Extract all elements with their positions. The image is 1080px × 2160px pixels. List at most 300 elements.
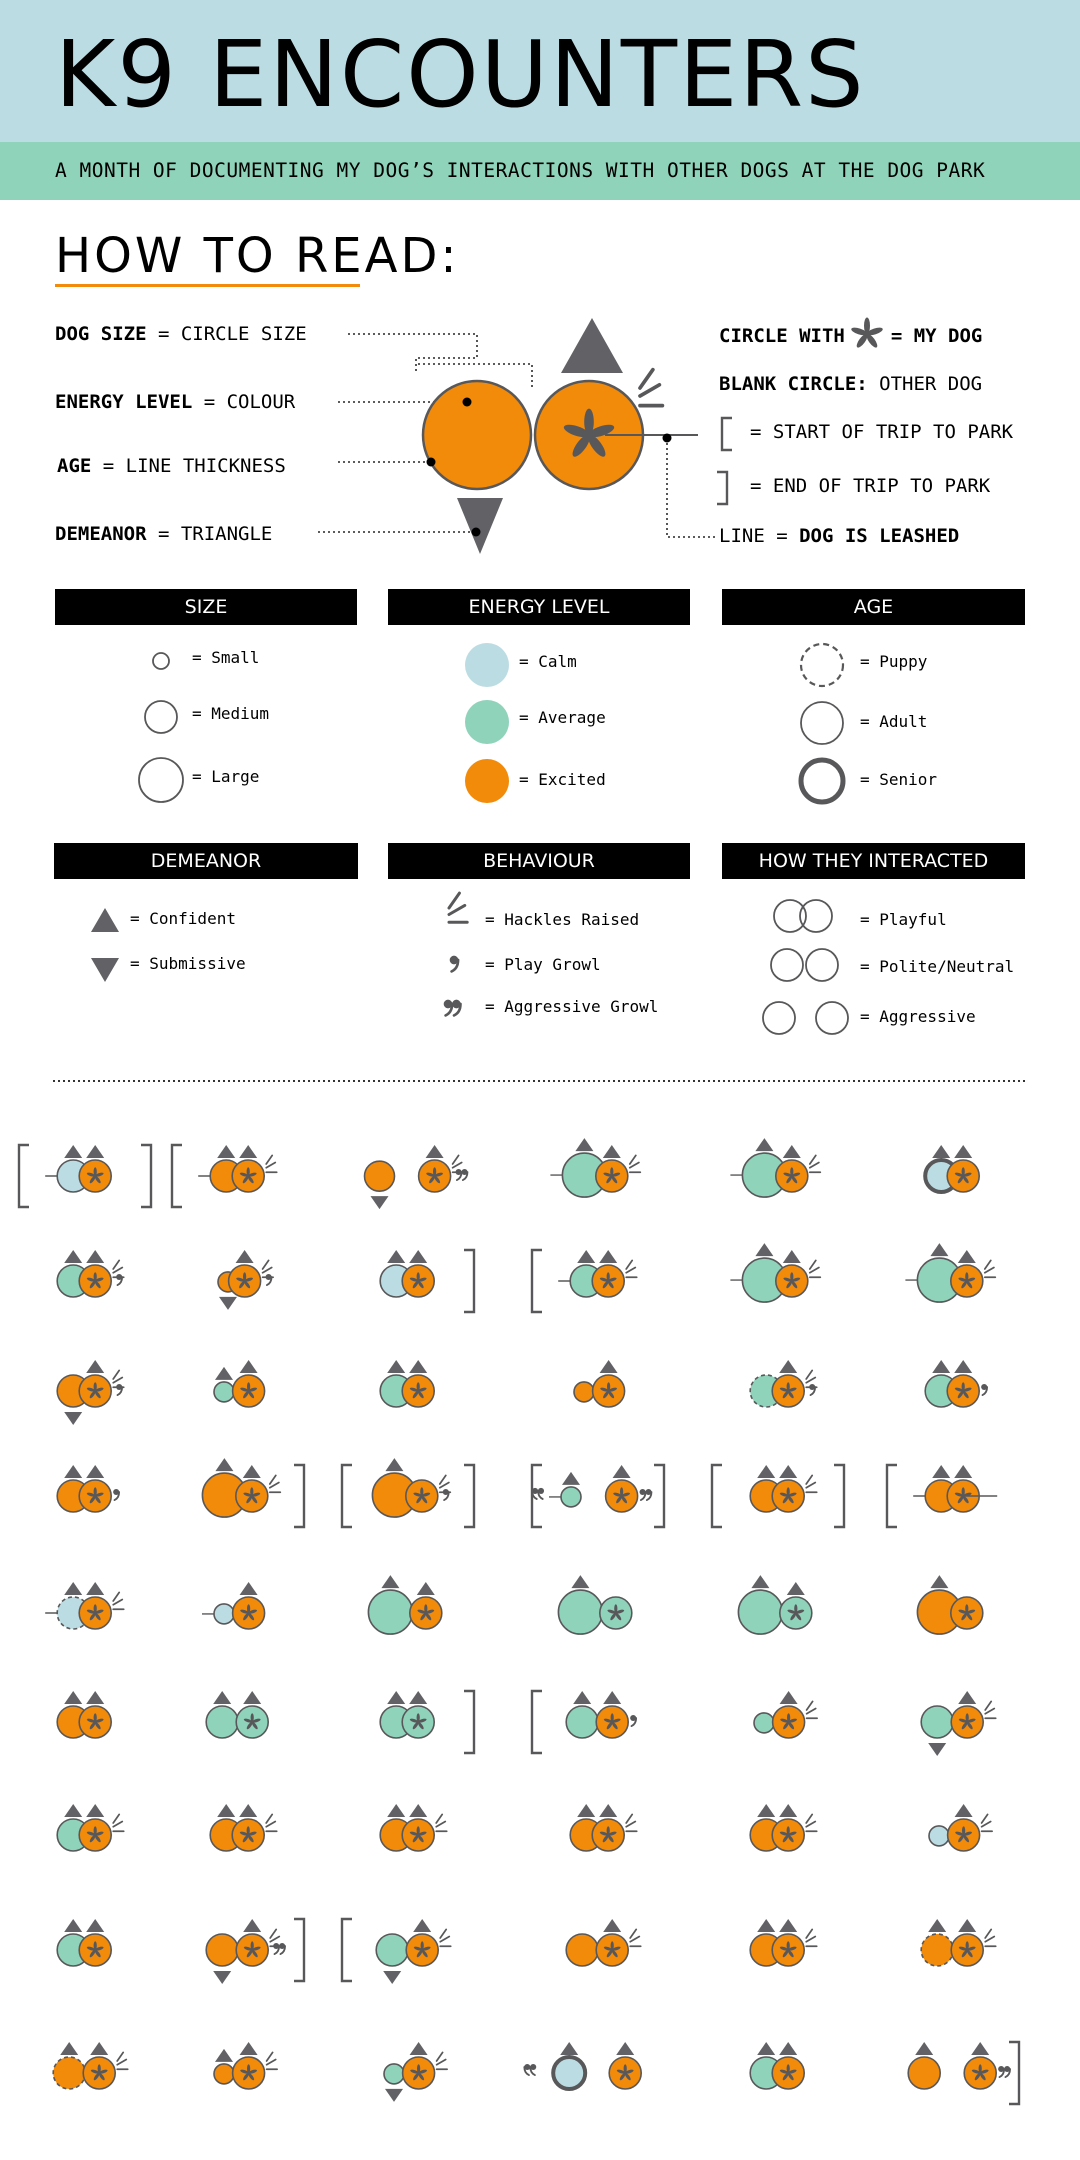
confident-triangle xyxy=(616,2042,634,2055)
submissive-triangle xyxy=(385,2089,403,2102)
age-senior-swatch xyxy=(801,760,843,802)
confident-triangle xyxy=(779,1465,797,1478)
confident-triangle xyxy=(387,1360,405,1373)
legend-demeanor-submissive: = Submissive xyxy=(130,954,246,973)
star-center xyxy=(417,1280,420,1283)
star-center xyxy=(251,1721,254,1724)
confident-triangle xyxy=(217,1804,235,1817)
hackles-icon xyxy=(806,1814,817,1831)
legend-energy-excited: = Excited xyxy=(519,770,606,789)
start-bracket xyxy=(712,1465,722,1527)
other-dog-circle xyxy=(368,1590,412,1634)
confident-triangle xyxy=(385,1458,403,1471)
other-dog-circle xyxy=(214,2064,234,2084)
confident-triangle xyxy=(90,2042,108,2055)
other-dog-circle xyxy=(384,2064,404,2084)
star-center xyxy=(624,2072,627,2075)
confident-triangle xyxy=(86,1250,104,1263)
hackle-stroke xyxy=(982,1814,988,1823)
hackles-icon xyxy=(113,1814,124,1831)
play-growl-icon xyxy=(116,1274,122,1285)
start-bracket xyxy=(342,1919,352,1981)
confident-triangle xyxy=(86,1360,104,1373)
connector-dot xyxy=(463,398,472,407)
growl-comma xyxy=(279,1943,285,1954)
encounter-cell xyxy=(558,1575,631,1634)
encounter-cell xyxy=(925,1360,987,1407)
other-dog-circle xyxy=(921,1934,953,1966)
hackle-stroke xyxy=(640,370,653,388)
confident-triangle xyxy=(958,1691,976,1704)
hackle-stroke xyxy=(266,1814,272,1823)
confident-triangle xyxy=(240,1582,258,1595)
confident-triangle xyxy=(417,1582,435,1595)
confident-triangle xyxy=(86,1145,104,1158)
size-small-swatch xyxy=(153,653,169,669)
end-bracket xyxy=(294,1919,304,1981)
submissive-triangle xyxy=(928,1743,946,1756)
confident-triangle xyxy=(426,1145,444,1158)
star-center xyxy=(421,1949,424,1952)
confident-triangle xyxy=(779,1360,797,1373)
legend-header-interaction: HOW THEY INTERACTED xyxy=(722,843,1025,879)
key-other-dog: BLANK CIRCLE: OTHER DOG xyxy=(719,373,983,395)
encounter-cell xyxy=(342,1458,474,1527)
confident-triangle xyxy=(387,1804,405,1817)
legend-age-senior: = Senior xyxy=(860,770,938,789)
hackle-stroke xyxy=(270,1929,276,1938)
encounter-cell xyxy=(921,1919,996,1966)
encounter-cell xyxy=(750,2042,804,2089)
confident-triangle xyxy=(915,2042,933,2055)
confident-triangle xyxy=(86,1919,104,1932)
hackle-stroke xyxy=(630,1155,636,1164)
connector-dot xyxy=(427,458,436,467)
encounters-grid xyxy=(19,1138,1019,2104)
hackle-stroke xyxy=(267,2052,273,2061)
play-growl-icon xyxy=(113,1489,119,1500)
confident-triangle xyxy=(243,1465,261,1478)
confident-triangle xyxy=(751,1575,769,1588)
confident-triangle xyxy=(387,1250,405,1263)
hackles-icon xyxy=(266,1155,277,1172)
confident-triangle xyxy=(409,1360,427,1373)
size-medium-swatch xyxy=(145,701,177,733)
page-title: K9 ENCOUNTERS xyxy=(55,21,866,128)
hackles-key-icon xyxy=(449,893,467,922)
encounter-cell xyxy=(380,1804,447,1851)
hackles-icon xyxy=(436,1814,447,1831)
encounter-cell xyxy=(750,1360,817,1407)
hackle-stroke xyxy=(113,1370,119,1379)
confident-triangle xyxy=(387,1691,405,1704)
connector-leash xyxy=(667,438,716,537)
legend-interaction-aggressive: = Aggressive xyxy=(860,1007,976,1026)
end-bracket xyxy=(294,1465,304,1527)
encounter-cell xyxy=(570,1804,637,1851)
legend-age-puppy: = Puppy xyxy=(860,652,928,671)
legend-behaviour-play-growl: = Play Growl xyxy=(485,955,601,974)
confident-triangle xyxy=(603,1145,621,1158)
encounter-cell xyxy=(206,1691,268,1738)
hackles-icon xyxy=(440,1929,451,1946)
confident-triangle xyxy=(560,2042,578,2055)
star-center xyxy=(247,1612,250,1615)
star-center xyxy=(610,1175,613,1178)
key-start-trip: = START OF TRIP TO PARK xyxy=(750,421,1014,443)
star-center xyxy=(787,1390,790,1393)
hackle-stroke xyxy=(449,893,459,908)
key-my-dog: CIRCLE WITH = MY DOG xyxy=(719,325,983,347)
star-center xyxy=(787,1949,790,1952)
confident-triangle xyxy=(571,1575,589,1588)
confident-triangle xyxy=(409,1691,427,1704)
submissive-key-icon xyxy=(91,958,119,982)
growl-comma xyxy=(452,1000,461,1016)
hackle-stroke xyxy=(626,1814,632,1823)
confident-triangle xyxy=(779,2042,797,2055)
confident-triangle xyxy=(215,1367,233,1380)
hackles-icon xyxy=(810,1155,821,1172)
confident-triangle xyxy=(413,1919,431,1932)
hackle-stroke xyxy=(626,1260,632,1269)
legend-header-size: SIZE xyxy=(55,589,357,625)
confident-triangle xyxy=(757,1465,775,1478)
star-center xyxy=(94,1834,97,1837)
growl-comma xyxy=(273,1943,279,1954)
hackles-icon xyxy=(810,1260,821,1277)
hackle-stroke xyxy=(440,1475,446,1484)
legend-behaviour-aggressive-growl: = Aggressive Growl xyxy=(485,997,659,1016)
aggressive-growl-icon xyxy=(998,2066,1010,2077)
legend-size-medium: = Medium xyxy=(192,704,270,723)
confident-triangle xyxy=(64,1250,82,1263)
encounter-cell xyxy=(750,1804,817,1851)
aggressive-growl-icon xyxy=(640,1489,652,1500)
star-center xyxy=(965,1612,968,1615)
encounter-cell xyxy=(206,1919,304,1984)
legend-header-age: AGE xyxy=(722,589,1025,625)
confident-triangle xyxy=(757,2042,775,2055)
star-center xyxy=(243,1280,246,1283)
star-center xyxy=(787,1495,790,1498)
other-dog-circle xyxy=(558,1590,602,1634)
confident-triangle xyxy=(240,1360,258,1373)
encounter-cell xyxy=(57,1250,124,1297)
growl-comma xyxy=(524,2064,530,2075)
polite-swatch-a xyxy=(771,949,803,981)
encounter-cell xyxy=(921,1691,996,1756)
age-adult-swatch xyxy=(801,702,843,744)
how-to-read-heading: HOW TO READ: xyxy=(55,228,460,284)
key-energy-level: ENERGY LEVEL = COLOUR xyxy=(55,391,296,413)
start-bracket-key xyxy=(722,418,732,450)
confident-triangle xyxy=(783,1145,801,1158)
star-center xyxy=(420,1495,423,1498)
start-bracket xyxy=(172,1145,182,1207)
encounter-cell xyxy=(53,2042,128,2089)
other-dog-circle xyxy=(929,1826,949,1846)
aggressive-swatch-b xyxy=(816,1002,848,1034)
confident-triangle xyxy=(64,1465,82,1478)
hackle-stroke xyxy=(985,1701,991,1710)
confident-triangle xyxy=(958,1250,976,1263)
star-center xyxy=(94,1280,97,1283)
growl-comma xyxy=(461,1169,467,1180)
encounter-cell xyxy=(532,1691,636,1753)
legend-energy-average: = Average xyxy=(519,708,606,727)
hackles-icon xyxy=(626,1814,637,1831)
other-dog-circle xyxy=(376,1934,408,1966)
other-dog-circle xyxy=(53,2057,85,2089)
encounter-cell xyxy=(532,1465,664,1527)
legend-size-small: = Small xyxy=(192,648,260,667)
energy-excited-swatch xyxy=(465,759,509,803)
encounter-cell xyxy=(738,1575,811,1634)
star-center xyxy=(247,2072,250,2075)
encounter-cell xyxy=(218,1250,273,1310)
confident-triangle xyxy=(215,2049,233,2062)
play-growl-icon xyxy=(443,1489,449,1500)
end-bracket-key xyxy=(717,472,727,504)
confident-triangle xyxy=(613,1465,631,1478)
encounter-cell xyxy=(210,1804,277,1851)
growl-comma xyxy=(444,1000,453,1016)
hackle-stroke xyxy=(263,1260,269,1269)
confident-triangle xyxy=(573,1691,591,1704)
encounter-cell xyxy=(202,1458,304,1527)
confident-triangle xyxy=(755,1243,773,1256)
star-center xyxy=(611,1721,614,1724)
hackles-icon xyxy=(266,1814,277,1831)
submissive-triangle xyxy=(64,1412,82,1425)
star-center xyxy=(962,1175,965,1178)
confident-triangle xyxy=(928,1919,946,1932)
key-end-trip: = END OF TRIP TO PARK xyxy=(750,475,991,497)
encounter-cell xyxy=(365,1145,468,1209)
confident-triangle xyxy=(409,1250,427,1263)
play-growl-key-icon xyxy=(450,956,459,972)
star-center xyxy=(94,1721,97,1724)
confident-triangle xyxy=(217,1145,235,1158)
aggressive-growl-key-icon xyxy=(444,1000,461,1016)
hackles-icon xyxy=(630,1155,641,1172)
confident-triangle xyxy=(787,1582,805,1595)
hackles-icon xyxy=(806,1475,817,1492)
size-large-swatch xyxy=(139,758,183,802)
polite-swatch-b xyxy=(806,949,838,981)
hackle-stroke xyxy=(630,1929,636,1938)
connector-dot xyxy=(472,528,481,537)
confident-triangle xyxy=(215,1458,233,1471)
legend-age-adult: = Adult xyxy=(860,712,928,731)
encounter-cell xyxy=(384,2042,447,2102)
confident-triangle xyxy=(239,1804,257,1817)
confident-triangle xyxy=(603,1919,621,1932)
hackle-stroke xyxy=(437,2052,443,2061)
growl-comma xyxy=(645,1489,651,1500)
star-center xyxy=(790,1280,793,1283)
confident-triangle xyxy=(954,1465,972,1478)
confident-triangle xyxy=(930,1243,948,1256)
encounter-cell xyxy=(57,1360,124,1425)
encounter-cell xyxy=(57,1691,111,1738)
confident-triangle xyxy=(64,1145,82,1158)
end-bracket xyxy=(834,1465,844,1527)
star-center xyxy=(794,1612,797,1615)
confident-triangle xyxy=(64,1582,82,1595)
confident-triangle xyxy=(86,1691,104,1704)
play-growl-icon xyxy=(630,1715,636,1726)
submissive-triangle xyxy=(457,498,503,554)
other-dog-circle xyxy=(754,1713,774,1733)
star-center xyxy=(250,1495,253,1498)
legend-demeanor-confident: = Confident xyxy=(130,909,236,928)
star-center xyxy=(787,1834,790,1837)
confident-triangle xyxy=(239,1145,257,1158)
confident-triangle xyxy=(599,1250,617,1263)
confident-triangle xyxy=(60,2042,78,2055)
encounter-cell xyxy=(214,2042,277,2089)
other-dog-circle xyxy=(214,1604,234,1624)
hackles-icon xyxy=(113,1592,124,1609)
other-dog-circle xyxy=(214,1382,234,1402)
legend-energy-calm: = Calm xyxy=(519,652,577,671)
hackles-icon xyxy=(985,1260,996,1277)
hackle-stroke xyxy=(810,1260,816,1269)
confident-triangle xyxy=(213,1691,231,1704)
star-center xyxy=(620,1495,623,1498)
other-dog-circle xyxy=(423,381,531,489)
hackle-stroke xyxy=(113,1814,119,1823)
hackles-icon xyxy=(626,1260,637,1277)
star-center xyxy=(611,1949,614,1952)
growl-comma xyxy=(530,2064,536,2075)
confident-triangle xyxy=(932,1145,950,1158)
star-center xyxy=(417,2072,420,2075)
other-dog-circle xyxy=(574,1382,594,1402)
play-growl-icon xyxy=(266,1274,272,1285)
other-dog-circle xyxy=(738,1590,782,1634)
end-bracket xyxy=(654,1465,664,1527)
hackle-stroke xyxy=(113,1592,119,1601)
play-growl-icon xyxy=(116,1384,122,1395)
age-puppy-swatch xyxy=(801,644,843,686)
star-center xyxy=(417,1721,420,1724)
confident-triangle xyxy=(955,1804,973,1817)
aggressive-growl-icon xyxy=(532,1488,544,1499)
energy-calm-swatch xyxy=(465,643,509,687)
confident-triangle xyxy=(577,1250,595,1263)
confident-triangle xyxy=(243,1919,261,1932)
how-to-read-example xyxy=(318,318,884,555)
star-center xyxy=(979,2072,982,2075)
star-center xyxy=(251,1949,254,1952)
star-center xyxy=(787,2072,790,2075)
hackles-icon xyxy=(982,1814,993,1831)
end-bracket xyxy=(1009,2042,1019,2104)
confident-triangle xyxy=(954,1145,972,1158)
confident-triangle xyxy=(932,1360,950,1373)
submissive-triangle xyxy=(213,1971,231,1984)
star-center xyxy=(962,1834,965,1837)
legend-header-demeanor: DEMEANOR xyxy=(54,843,358,879)
confident-triangle xyxy=(64,1691,82,1704)
encounter-cell xyxy=(905,1243,995,1302)
growl-comma xyxy=(998,2066,1004,2077)
confident-triangle xyxy=(603,1691,621,1704)
other-dog-circle xyxy=(206,1706,238,1738)
star-center xyxy=(417,1834,420,1837)
confident-triangle xyxy=(86,1465,104,1478)
confident-triangle xyxy=(779,1919,797,1932)
star-center xyxy=(585,431,594,440)
encounter-cell xyxy=(57,1465,119,1512)
hackle-stroke xyxy=(807,1701,813,1710)
confident-triangle xyxy=(562,1472,580,1485)
aggressive-growl-icon xyxy=(524,2064,536,2075)
other-dog-circle xyxy=(365,1161,395,1191)
hackle-stroke xyxy=(985,1929,991,1938)
encounter-cell xyxy=(566,1919,641,1966)
confident-triangle xyxy=(930,1575,948,1588)
hackles-icon xyxy=(267,2052,278,2069)
end-bracket xyxy=(464,1250,474,1312)
hackle-stroke xyxy=(117,2052,123,2061)
hackles-icon xyxy=(985,1929,996,1946)
hackle-stroke xyxy=(453,1155,459,1164)
end-bracket xyxy=(464,1691,474,1753)
encounter-cell xyxy=(887,1465,997,1527)
start-bracket xyxy=(532,1691,542,1753)
encounter-cell xyxy=(908,2042,1019,2104)
confident-triangle xyxy=(600,1360,618,1373)
legend-header-behaviour: BEHAVIOUR xyxy=(388,843,690,879)
key-leash: LINE = DOG IS LEASHED xyxy=(719,525,960,547)
star-center xyxy=(94,1495,97,1498)
star-center xyxy=(433,1175,436,1178)
submissive-triangle xyxy=(219,1297,237,1310)
connector-dot xyxy=(663,434,672,443)
confident-triangle xyxy=(86,1804,104,1817)
legend-behaviour-hackles: = Hackles Raised xyxy=(485,910,640,929)
encounter-cell xyxy=(57,1919,111,1966)
hackles-icon xyxy=(270,1475,281,1492)
start-bracket xyxy=(19,1145,29,1207)
star-center xyxy=(247,1390,250,1393)
confident-triangle xyxy=(757,1919,775,1932)
confident-triangle xyxy=(577,1804,595,1817)
play-growl-icon xyxy=(981,1384,987,1395)
encounter-cell xyxy=(929,1804,992,1851)
star-center xyxy=(607,1390,610,1393)
legend-interaction-playful: = Playful xyxy=(860,910,947,929)
encounter-cell xyxy=(380,1691,474,1753)
star-center xyxy=(98,2072,101,2075)
hackle-stroke xyxy=(985,1260,991,1269)
encounter-cell xyxy=(925,1145,979,1192)
hackle-stroke xyxy=(806,1475,812,1484)
hackle-stroke xyxy=(806,1370,812,1379)
growl-comma xyxy=(456,1169,462,1180)
confident-triangle xyxy=(410,2042,428,2055)
confident-key-icon xyxy=(91,908,119,932)
star-center xyxy=(607,1280,610,1283)
hackles-icon xyxy=(117,2052,128,2069)
connector-size xyxy=(348,334,477,372)
other-dog-circle xyxy=(206,1934,238,1966)
confident-triangle xyxy=(954,1360,972,1373)
